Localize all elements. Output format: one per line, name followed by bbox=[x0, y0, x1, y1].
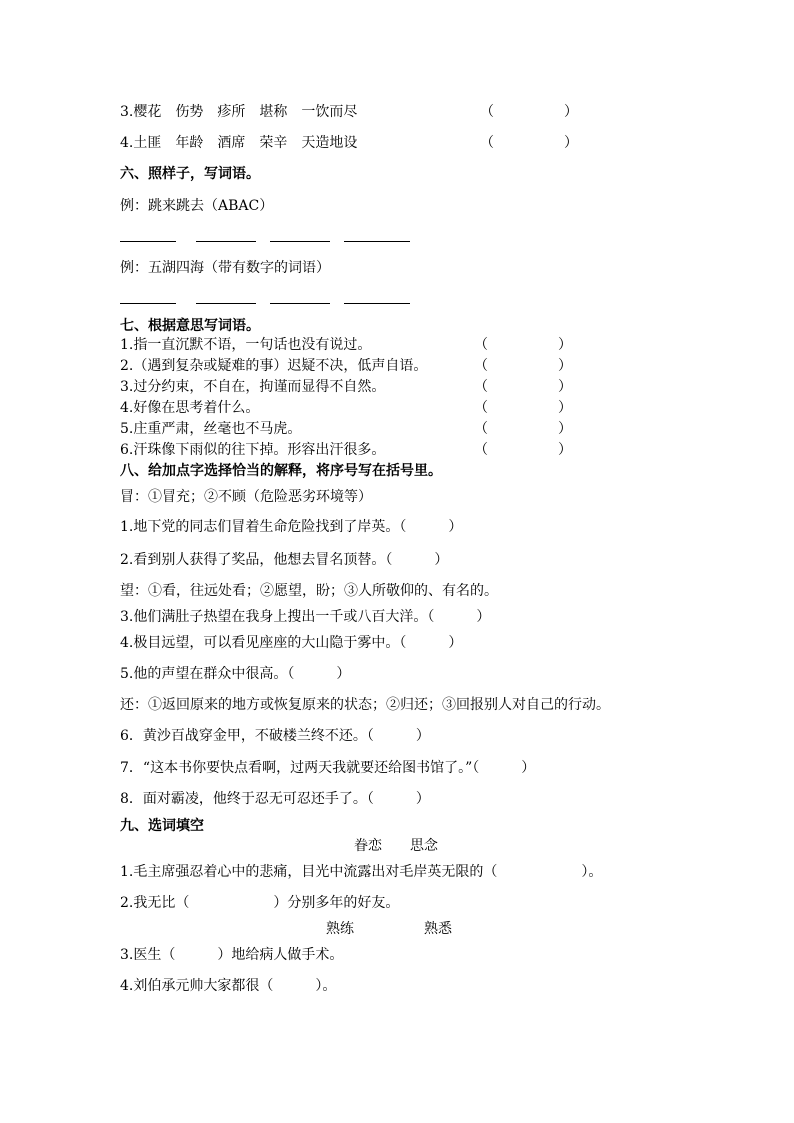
sec7-item-text: 2.（遇到复杂或疑难的事）迟疑不决，低声自语。 bbox=[120, 358, 428, 374]
sec6-example-2: 例：五湖四海（带有数字的词语） bbox=[120, 260, 330, 276]
sec6-blank-1-4[interactable] bbox=[344, 241, 410, 242]
sec8-question-2: 2.看到别人获得了奖品，他想去冒名顶替。（ ） bbox=[120, 552, 449, 568]
sec7-title: 七、根据意思写词语。 bbox=[120, 318, 260, 334]
sec8-question-3: 3.他们满肚子热望在我身上搜出一千或八百大洋。（ ） bbox=[120, 609, 491, 625]
sec8-question-4: 4.极目远望，可以看见座座的大山隐于雾中。（ ） bbox=[120, 635, 463, 651]
sec8-question-8: 8．面对霸凌，他终于忍无可忍还手了。（ ） bbox=[120, 791, 430, 807]
sec5-q4-answer-paren: （ ） bbox=[480, 135, 578, 151]
sec8-question-1: 1.地下党的同志们冒着生命危险找到了岸英。（ ） bbox=[120, 519, 463, 535]
sec9-question-3: 3.医生（ ）地给病人做手术。 bbox=[120, 947, 344, 963]
sec8-wang-definition: 望：①看，往远处看；②愿望，盼；③人所敬仰的、有名的。 bbox=[120, 583, 498, 599]
sec5-q3-answer-paren: （ ） bbox=[480, 104, 578, 120]
sec7-item-answer-paren: （ ） bbox=[474, 337, 572, 353]
sec8-question-7: 7．“这本书你要快点看啊，过两天我就要还给图书馆了。”（ ） bbox=[120, 760, 536, 776]
sec7-item-text: 6.汗珠像下雨似的往下掉。形容出汗很多。 bbox=[120, 442, 386, 458]
sec7-item-text: 5.庄重严肃，丝毫也不马虎。 bbox=[120, 421, 302, 437]
sec7-item-text: 3.过分约束，不自在，拘谨而显得不自然。 bbox=[120, 379, 386, 395]
sec8-huan-definition: 还：①返回原来的地方或恢复原来的状态；②归还；③回报别人对自己的行动。 bbox=[120, 697, 610, 713]
sec7-item-answer-paren: （ ） bbox=[474, 379, 572, 395]
sec7-item-answer-paren: （ ） bbox=[474, 421, 572, 437]
sec8-mao-definition: 冒：①冒充；②不顾（危险恶劣环境等） bbox=[120, 489, 372, 505]
sec8-question-5: 5.他的声望在群众中很高。（ ） bbox=[120, 666, 351, 682]
sec9-title: 九、选词填空 bbox=[120, 818, 204, 834]
sec7-item-answer-paren: （ ） bbox=[474, 400, 572, 416]
sec6-blank-2-4[interactable] bbox=[344, 303, 410, 304]
sec9-word-choices-2: 熟练 熟悉 bbox=[326, 921, 452, 937]
sec9-word-choices-1: 眷恋 思念 bbox=[354, 838, 438, 854]
sec8-question-6: 6．黄沙百战穿金甲，不破楼兰终不还。（ ） bbox=[120, 728, 430, 744]
sec7-item-answer-paren: （ ） bbox=[474, 442, 572, 458]
sec9-question-2: 2.我无比（ ）分别多年的好友。 bbox=[120, 895, 400, 911]
sec7-item-text: 4.好像在思考着什么。 bbox=[120, 400, 260, 416]
sec7-item-answer-paren: （ ） bbox=[474, 358, 572, 374]
sec6-blank-1-1[interactable] bbox=[120, 241, 176, 242]
sec6-blank-1-2[interactable] bbox=[196, 241, 256, 242]
sec6-title: 六、照样子，写词语。 bbox=[120, 166, 260, 182]
sec6-blank-1-3[interactable] bbox=[270, 241, 330, 242]
sec6-blank-2-2[interactable] bbox=[196, 303, 256, 304]
sec6-example-1: 例：跳来跳去（ABAC） bbox=[120, 198, 274, 214]
sec9-question-4: 4.刘伯承元帅大家都很（ ）。 bbox=[120, 978, 337, 994]
sec8-title: 八、给加点字选择恰当的解释，将序号写在括号里。 bbox=[120, 463, 442, 479]
sec5-q4-text: 4.土匪 年龄 酒席 荣辛 天造地设 bbox=[120, 135, 358, 151]
sec6-blank-2-3[interactable] bbox=[270, 303, 330, 304]
sec9-question-1: 1.毛主席强忍着心中的悲痛，目光中流露出对毛岸英无限的（ ）。 bbox=[120, 864, 603, 880]
sec5-q3-text: 3.樱花 伤势 疹所 堪称 一饮而尽 bbox=[120, 104, 358, 120]
sec7-item-text: 1.指一直沉默不语，一句话也没有说过。 bbox=[120, 337, 372, 353]
sec6-blank-2-1[interactable] bbox=[120, 303, 176, 304]
